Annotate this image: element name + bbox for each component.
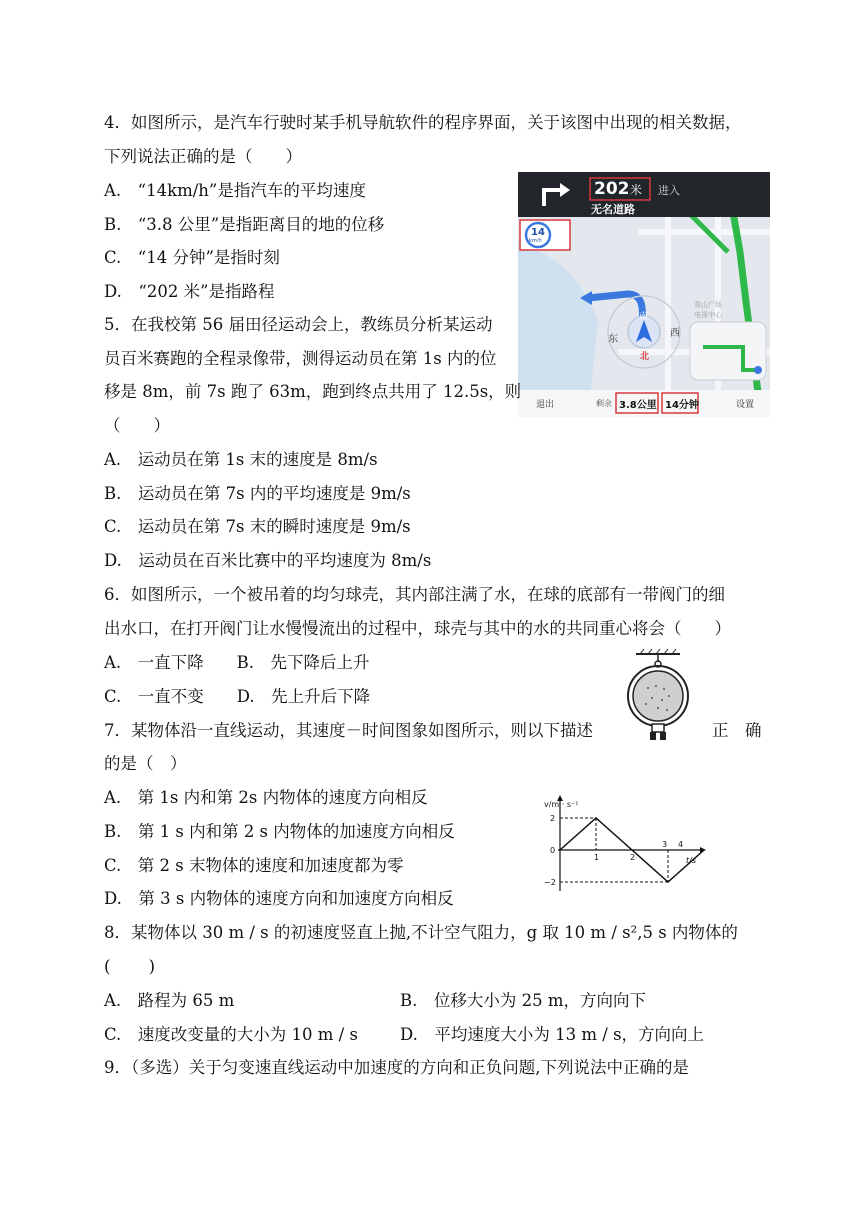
q7-option-c: C. 第 2 s 末物体的速度和加速度都为零	[104, 856, 404, 875]
nav-remaining-distance: 3.8公里	[619, 400, 657, 411]
nav-place-label-2: 电视中心	[694, 311, 722, 319]
q7-stem-line1a: 7．某物体沿一直线运动，其速度－时间图象如图所示，则以下描述	[104, 721, 593, 740]
nav-distance-unit: 米	[630, 183, 643, 197]
nav-enter-label: 进入	[658, 184, 680, 197]
q4-stem-line1: 4．如图所示，是汽车行驶时某手机导航软件的程序界面，关于该图中出现的相关数据，	[104, 113, 742, 132]
nav-settings-button: 设置	[736, 400, 755, 410]
graph-y-tick-2: 2	[550, 814, 556, 823]
hanging-shell-figure	[622, 648, 694, 746]
q4-stem-line2: 下列说法正确的是（ ）	[104, 147, 302, 166]
nav-remaining-time: 14分钟	[665, 400, 699, 411]
q9-stem-line1: 9．（多选）关于匀变速直线运动中加速度的方向和正负问题,下列说法中正确的是	[104, 1058, 689, 1077]
q6-stem-line1: 6．如图所示，一个被吊着的均匀球壳，其内部注满了水，在球的底部有一带阀门的细	[104, 585, 725, 604]
q8-option-b: B. 位移大小为 25 m，方向向下	[400, 991, 647, 1010]
graph-y-tick-0: 0	[550, 846, 556, 855]
graph-x-tick-1: 1	[594, 853, 600, 862]
nav-road-name: 无名道路	[591, 203, 635, 216]
q7-option-b: B. 第 1 s 内和第 2 s 内物体的加速度方向相反	[104, 822, 455, 841]
nav-remaining-label: 剩余	[596, 399, 612, 408]
nav-place-label-1: 青山广场	[694, 301, 722, 309]
q5-stem-line4: （ ）	[104, 416, 170, 435]
navigation-app-figure	[518, 172, 770, 417]
q4-option-b: B. “3.8 公里”是指距离目的地的位移	[104, 215, 385, 234]
q7-option-a: A. 第 1s 内和第 2s 内物体的速度方向相反	[104, 788, 428, 807]
q5-stem-line2: 员百米赛跑的全程录像带，测得运动员在第 1s 内的位	[104, 349, 497, 368]
q5-stem-line3: 移是 8m，前 7s 跑了 63m，跑到终点共用了 12.5s，则	[104, 382, 522, 401]
q7-option-d: D. 第 3 s 内物体的速度方向和加速度方向相反	[104, 889, 454, 908]
nav-exit-button: 退出	[536, 400, 555, 410]
q4-option-d: D. “202 米”是指路程	[104, 282, 275, 301]
q6-stem-line2: 出水口，在打开阀门让水慢慢流出的过程中，球壳与其中的水的共同重心将会（ ）	[104, 619, 731, 638]
q8-stem-line1: 8．某物体以 30 m / s 的初速度竖直上抛,不计空气阻力，g 取 10 m / s²,5 s 内物体的	[104, 923, 738, 942]
graph-x-tick-3: 3	[662, 840, 668, 849]
nav-speed-value: 14	[531, 227, 545, 238]
q5-option-b: B. 运动员在第 7s 内的平均速度是 9m/s	[104, 484, 411, 503]
q7-stem-line1b: 正 确	[712, 721, 762, 740]
nav-speed-unit: km/h	[529, 238, 542, 244]
nav-compass-north: 北	[640, 352, 650, 362]
q6-options-ab: A. 一直下降 B. 先下降后上升	[104, 653, 370, 672]
q8-option-c: C. 速度改变量的大小为 10 m / s	[104, 1025, 358, 1044]
graph-y-axis-label: v/m · s⁻¹	[544, 800, 579, 809]
q5-option-c: C. 运动员在第 7s 末的瞬时速度是 9m/s	[104, 517, 411, 536]
q7-stem-line2: 的是（ ）	[104, 754, 187, 773]
graph-x-tick-2: 2	[630, 853, 636, 862]
graph-y-tick-neg2: −2	[544, 878, 556, 887]
q8-option-a: A. 路程为 65 m	[104, 991, 235, 1010]
graph-x-axis-label: t/s	[686, 856, 696, 865]
graph-x-tick-4: 4	[678, 840, 684, 849]
nav-distance: 202	[594, 179, 630, 199]
q5-stem-line1: 5．在我校第 56 届田径运动会上，教练员分析某运动	[104, 315, 493, 334]
velocity-time-graph	[538, 793, 708, 893]
nav-compass-east: 东	[608, 334, 618, 345]
q6-options-cd: C. 一直不变 D. 先上升后下降	[104, 687, 371, 706]
nav-compass-south: 南	[639, 312, 649, 322]
q5-option-a: A. 运动员在第 1s 末的速度是 8m/s	[104, 450, 378, 469]
q5-option-d: D. 运动员在百米比赛中的平均速度为 8m/s	[104, 551, 432, 570]
nav-compass-west: 西	[670, 328, 680, 339]
q4-option-c: C. “14 分钟”是指时刻	[104, 248, 280, 267]
q8-stem-line2: ( )	[104, 957, 156, 976]
q4-option-a: A. “14km/h”是指汽车的平均速度	[104, 181, 366, 200]
q8-option-d: D. 平均速度大小为 13 m / s，方向向上	[400, 1025, 705, 1044]
